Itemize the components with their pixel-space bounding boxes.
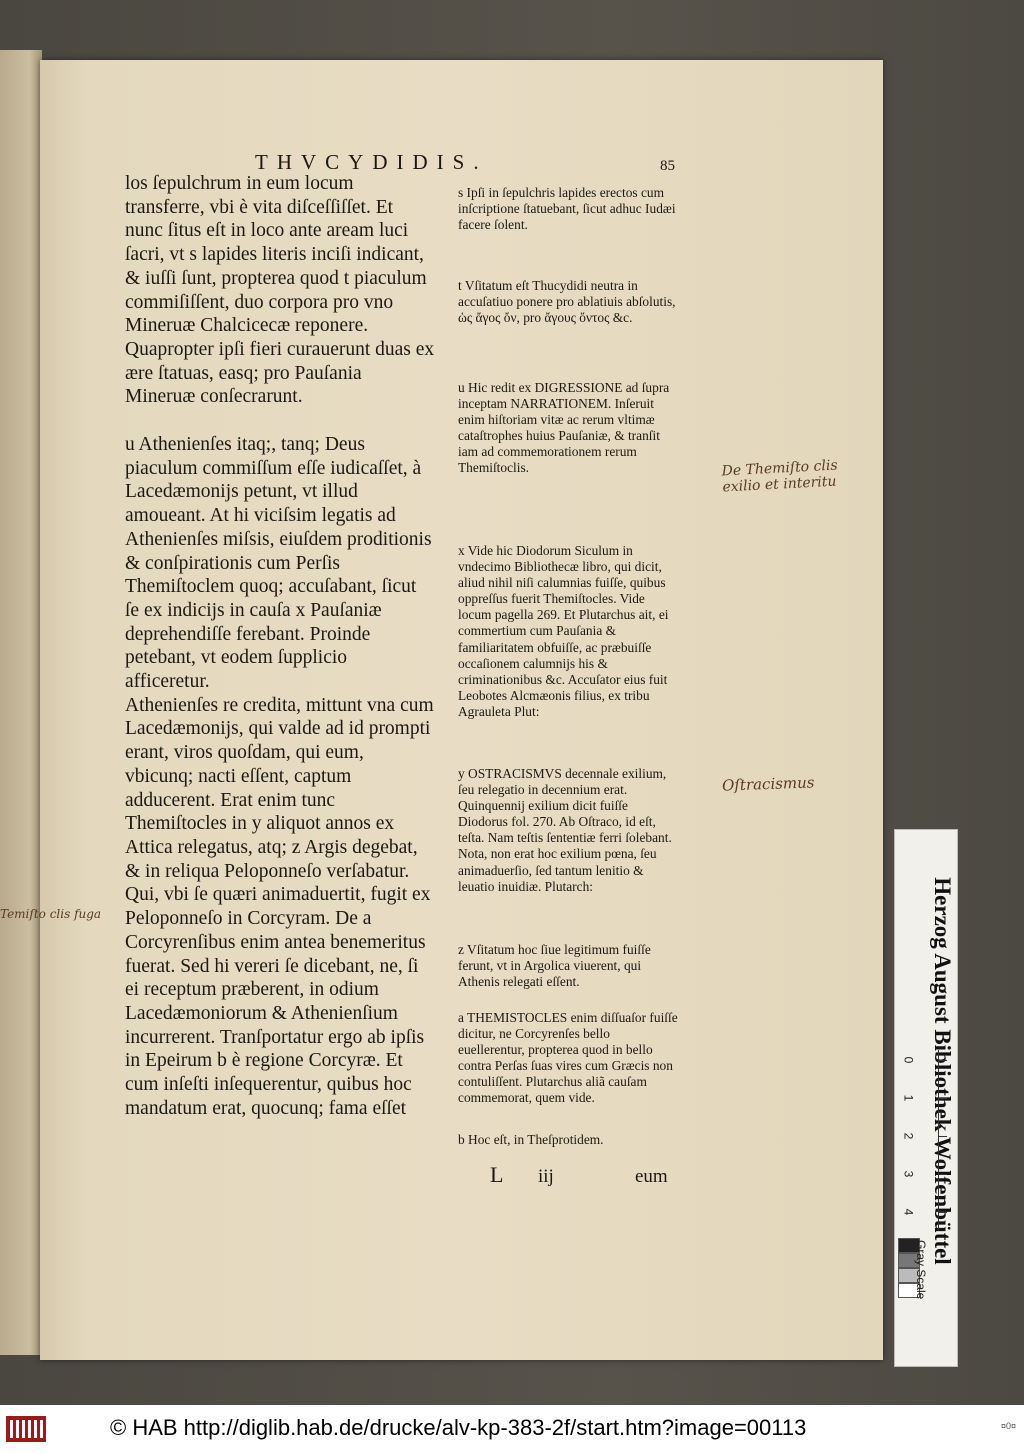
handwritten-note: Temiſto clis fuga	[0, 907, 102, 921]
footnote-z: z Vſitatum hoc ſiue legitimum fuiſſe ferunt, vt in Argolica viuerent, qui Athenis relegati eſſent.	[458, 942, 651, 990]
handwritten-note: De Themiſto clis exilio et interitu	[721, 457, 838, 496]
ruler	[901, 1050, 951, 1230]
signature-letter: L	[490, 1162, 504, 1187]
ruler-label: 4	[901, 1208, 916, 1216]
library-name: Herzog August Bibliothek Wolfenbüttel	[930, 877, 955, 1265]
handwritten-note: Oſtracismus	[721, 773, 815, 795]
ruler-label: 2	[901, 1132, 916, 1140]
main-text-column	[125, 172, 435, 1120]
ruler-label: 1	[901, 1094, 916, 1102]
footnote-s: s Ipſi in ſepulchris lapides erectos cum inſcriptione ſtatuebant, ſicut adhuc Iudæi facere ſolent.	[458, 185, 676, 233]
footnote-a: a THEMISTOCLES enim diſſuaſor fuiſſe dicitur, ne Corcyrenſes bello euellerentur, propterea quod in bello contra Perſas ſuas vires cum Græcis non contuliſſent. Plutarchus aliã cauſam commemorat, quem vide.	[458, 1010, 678, 1106]
copyright-link[interactable]: © HAB http://diglib.hab.de/drucke/alv-kp-383-2f/start.htm?image=00113	[110, 1415, 807, 1440]
footnote-b: b Hoc eſt, in Theſprotidem.	[458, 1132, 604, 1147]
footnote-t: t Vſitatum eſt Thucydidi neutra in accuſatiuo ponere pro ablatiuis abſolutis, ὡς ἄγος ὄν, pro ἄγους ὄντος &c.	[458, 278, 676, 326]
facing-page-edge	[0, 50, 42, 1355]
main-paragraph: los ſepulchrum in eum locum transferre, vbi è vita diſceſſiſſet. Et nunc ſitus eſt in loco ante aream luci ſacri, vt s lapides literis inciſi indicant, & iuſſi ſunt, propterea quod t piaculum commiſiſſent, duo corpora pro vno Mineruæ Chalcicecæ reponere. Quapropter ipſi fieri curauerunt duas ex ære ſtatuas, easq; pro Pauſania Mineruæ conſecrarunt.	[125, 173, 435, 408]
hab-logo-icon	[6, 1416, 46, 1442]
footer-bar	[0, 1405, 1024, 1453]
running-header: THVCYDIDIS.	[255, 150, 488, 174]
ruler-label: 0	[901, 1056, 916, 1064]
footnote-x: x Vide hic Diodorum Siculum in vndecimo Bibliothecæ libro, qui dicit, aliud nihil niſi calumnias fuiſſe, quibus oppreſſus fuerit Themiſtocles. Vide locum pagella 269. Et Plutarchus ait, ei commertium cum Pauſania & familiaritatem obfuiſſe, ac præbuiſſe occaſionem calumnijs his & criminationibus &c. Accuſator eius fuit Leobotes Alcmæonis filius, ex tribu Agrauleta Plut:	[458, 543, 669, 719]
footer-code: ¤0¤	[1000, 1421, 1016, 1431]
footnote-u: u Hic redit ex DIGRESSIONE ad ſupra inceptam NARRATIONEM. Inſeruit enim hiſtoriam vitæ ac rerum vltimæ cataſtrophes huius Pauſaniæ, & tranſit iam ad commemorationem rerum Themiſtoclis.	[458, 380, 670, 476]
gray-scale-label: Gray Scale	[914, 1240, 928, 1300]
signature-number: iij	[538, 1166, 554, 1187]
ruler-label: 3	[901, 1170, 916, 1178]
main-paragraph: u Athenienſes itaq;, tanq; Deus piaculum commiſſum eſſe iudicaſſet, à Lacedæmonijs petunt, vt illud amoueant. At hi viciſsim legatis ad Athenienſes miſsis, eiuſdem proditionis & conſpirationis cum Perſis Themiſtoclem quoq; accuſabant, ſicut ſe ex indicijs in cauſa x Pauſaniæ deprehendiſſe ferebant. Proinde petebant, vt eodem ſupplicio afficeretur.	[125, 434, 432, 693]
footnote-y: y OSTRACISMVS decennale exilium, ſeu relegatio in decennium erat. Quinquennij exilium dicit fuiſſe Diodorus fol. 270. Ab Oſtraco, id eſt, teſta. Nam teſtis ſententiæ ferri ſolebant. Nota, non erat hoc exilium pœna, ſeu animaduerſio, ſed tantum lenitio & leuatio inuidiæ. Plutarch:	[458, 766, 672, 894]
catchword: eum	[635, 1166, 668, 1187]
page-number: 85	[660, 158, 675, 174]
main-paragraph: Athenienſes re credita, mittunt vna cum Lacedæmonijs, qui valde ad id prompti erant, viros quoſdam, qui eum, vbicunq; nacti eſſent, captum adducerent. Erat enim tunc Themiſtocles in y aliquot annos ex Attica relegatus, atq; z Argis degebat, & in reliqua Peloponneſo verſabatur. Qui, vbi ſe quæri animaduertit, fugit ex Peloponneſo in Corcyram. De a Corcyrenſibus enim antea benemeritus fuerat. Sed hi vereri ſe dicebant, ne, ſi ei receptum præberent, in odium Lacedæmoniorum & Athenienſium incurrerent. Tranſportatur ergo ab ipſis in Epeirum b è regione Corcyræ. Et cum inſeſti inſequerentur, quibus hoc mandatum erat, quocunq; fama eſſet	[125, 694, 434, 1119]
